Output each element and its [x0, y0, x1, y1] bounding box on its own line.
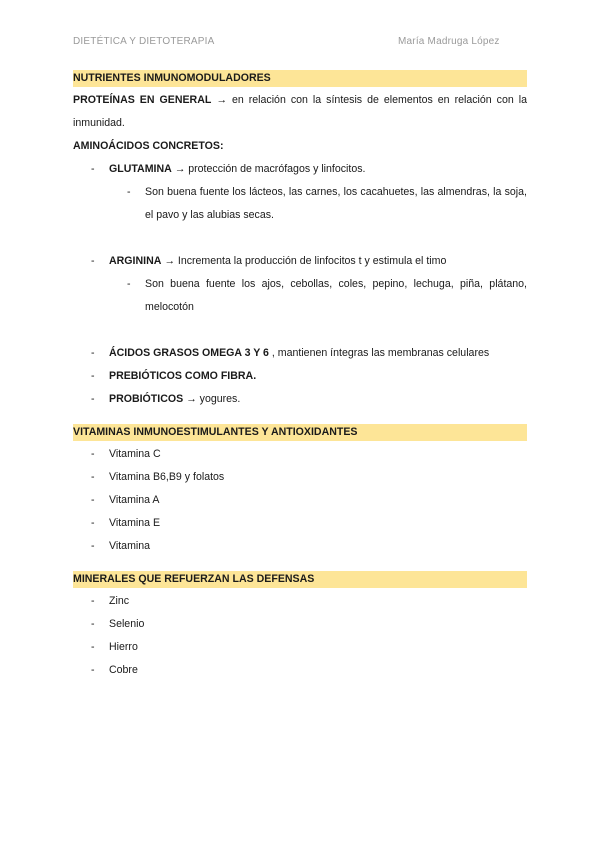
proteinas-label: PROTEÍNAS EN GENERAL [73, 94, 212, 106]
mineral-text: Cobre [109, 664, 138, 676]
dash-marker: - [91, 393, 95, 405]
list-item-mineral [73, 613, 527, 636]
list-item-mineral [73, 590, 527, 613]
section-title-vitaminas: VITAMINAS INMUNOESTIMULANTES Y ANTIOXIDANTES [73, 424, 527, 441]
mineral-text: Zinc [109, 595, 130, 607]
dash-marker: - [127, 186, 131, 198]
list-item-vitamina [73, 535, 527, 558]
dash-marker: - [91, 163, 95, 175]
acidos-text: , mantienen íntegras las membranas celulares [268, 347, 490, 359]
arginina-label: ARGININA [109, 255, 162, 267]
list-item-glutamina [73, 158, 527, 181]
arginina-text: → Incrementa la producción de linfocitos t y estimula el timo [161, 255, 447, 267]
dash-marker: - [91, 664, 95, 676]
vitamina-text: Vitamina [109, 540, 151, 552]
list-item-mineral [73, 636, 527, 659]
list-item-vitamina [73, 466, 527, 489]
arginina-sub-text: Son buena fuente los ajos, cebollas, coles, pepino, lechuga, piña, plátano, melocotón [145, 278, 527, 313]
section-title-nutrientes: NUTRIENTES INMUNOMODULADORES [73, 70, 527, 87]
dash-marker: - [91, 595, 95, 607]
mineral-text: Hierro [109, 641, 138, 653]
proteinas-text: → en relación con la síntesis de elementos en relación con la inmunidad. [73, 94, 528, 129]
glutamina-text: → protección de macrófagos y linfocitos. [171, 163, 366, 175]
header-subject: DIETÉTICA Y DIETOTERAPIA [73, 36, 215, 47]
list-item-vitamina [73, 512, 527, 535]
list-item-arginina [73, 250, 527, 273]
list-item-acidos-grasos [73, 342, 527, 365]
paragraph-proteinas [73, 89, 527, 135]
dash-marker: - [91, 641, 95, 653]
list-item-arginina-sources [73, 273, 527, 319]
list-item-vitamina [73, 443, 527, 466]
header-author: María Madruga López [398, 36, 500, 47]
vitamina-text: Vitamina E [109, 517, 161, 529]
dash-marker: - [127, 278, 131, 290]
list-item-probioticos [73, 388, 527, 411]
glutamina-label: GLUTAMINA [109, 163, 172, 175]
dash-marker: - [91, 494, 95, 506]
dash-marker: - [91, 448, 95, 460]
dash-marker: - [91, 517, 95, 529]
document-body [73, 70, 527, 682]
glutamina-sub-text: Son buena fuente los lácteos, las carnes, los cacahuetes, las almendras, la soja, el pavo y las alubias secas. [145, 186, 527, 221]
dash-marker: - [91, 618, 95, 630]
list-item-mineral [73, 659, 527, 682]
dash-marker: - [91, 347, 95, 359]
aminoacidos-heading: AMINOÁCIDOS CONCRETOS: [73, 140, 224, 152]
dash-marker: - [91, 370, 95, 382]
list-item-glutamina-sources [73, 181, 527, 227]
probioticos-text: → yogures. [183, 393, 241, 405]
dash-marker: - [91, 540, 95, 552]
section-title-minerales: MINERALES QUE REFUERZAN LAS DEFENSAS [73, 571, 527, 588]
list-item-prebioticos [73, 365, 527, 388]
mineral-text: Selenio [109, 618, 145, 630]
probioticos-label: PROBIÓTICOS [109, 393, 184, 405]
vitamina-text: Vitamina B6,B9 y folatos [109, 471, 225, 483]
vitamina-text: Vitamina C [109, 448, 161, 460]
acidos-label: ÁCIDOS GRASOS OMEGA 3 Y 6 [109, 347, 269, 359]
dash-marker: - [91, 471, 95, 483]
dash-marker: - [91, 255, 95, 267]
prebioticos-label: PREBIÓTICOS COMO FIBRA. [109, 370, 257, 382]
list-item-vitamina [73, 489, 527, 512]
vitamina-text: Vitamina A [109, 494, 160, 506]
